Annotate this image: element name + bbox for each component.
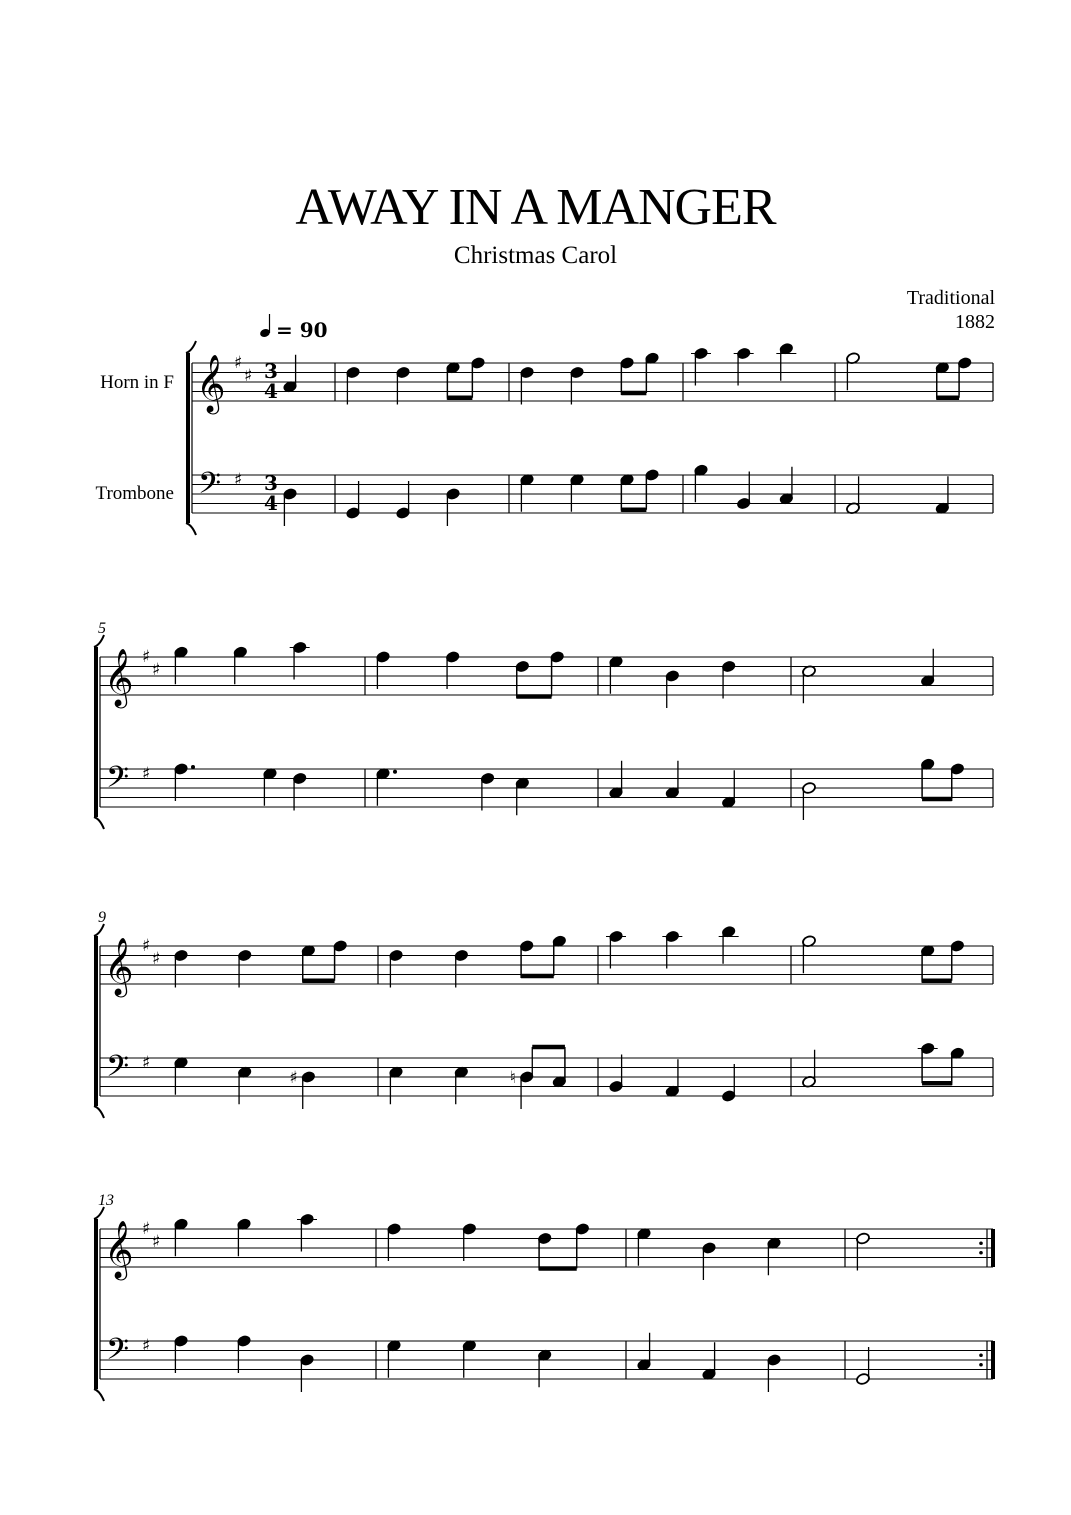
bracket-hook [186, 341, 196, 353]
accidental-sharp-icon: ♯ [289, 1068, 298, 1088]
dot [191, 765, 195, 769]
dot [393, 770, 397, 774]
key-sharp-icon: ♯ [142, 1219, 151, 1239]
bracket-hook [94, 1106, 104, 1118]
composition-year: 1882 [955, 311, 995, 333]
bracket-hook [94, 1389, 104, 1401]
key-sharp-icon: ♯ [152, 660, 161, 680]
bass-clef-icon: 𝄢 [198, 467, 222, 508]
time-signature-top: 3 [264, 471, 278, 495]
bracket-hook [186, 523, 196, 535]
key-sharp-icon: ♯ [234, 353, 243, 373]
measure-number: 9 [98, 909, 106, 926]
time-signature-bottom: 4 [264, 379, 278, 403]
treble-clef-icon: 𝄞 [104, 1220, 134, 1278]
key-sharp-icon: ♯ [152, 1232, 161, 1252]
key-sharp-icon: ♯ [142, 764, 151, 784]
bass-clef-icon: 𝄢 [106, 1050, 130, 1091]
repeat-dot [979, 1251, 983, 1255]
measure-number: 13 [98, 1192, 114, 1209]
treble-clef-icon: 𝄞 [104, 648, 134, 706]
key-sharp-icon: ♯ [234, 470, 243, 490]
accidental-natural-icon: ♮ [509, 1068, 516, 1088]
score-subtitle: Christmas Carol [453, 242, 618, 269]
key-sharp-icon: ♯ [142, 1336, 151, 1356]
instrument-label-horn: Horn in F [100, 372, 174, 393]
instrument-label-trombone: Trombone [95, 483, 174, 504]
bass-clef-icon: 𝄢 [106, 1333, 130, 1374]
composer-name: Traditional [906, 287, 995, 309]
key-sharp-icon: ♯ [152, 949, 161, 969]
bass-clef-icon: 𝄢 [106, 761, 130, 802]
time-signature-top: 3 [264, 359, 278, 383]
key-sharp-icon: ♯ [142, 936, 151, 956]
time-signature-bottom: 4 [264, 491, 278, 515]
key-sharp-icon: ♯ [244, 366, 253, 386]
key-sharp-icon: ♯ [142, 647, 151, 667]
treble-clef-icon: 𝄞 [104, 937, 134, 995]
tempo-marking: = 90 [276, 318, 328, 342]
measure-number: 5 [98, 620, 106, 637]
repeat-dot [979, 1241, 983, 1245]
score-title: AWAY IN A MANGER [295, 179, 776, 236]
key-sharp-icon: ♯ [142, 1053, 151, 1073]
repeat-dot [979, 1363, 983, 1367]
treble-clef-icon: 𝄞 [196, 354, 226, 412]
bracket-hook [94, 817, 104, 829]
repeat-dot [979, 1353, 983, 1357]
